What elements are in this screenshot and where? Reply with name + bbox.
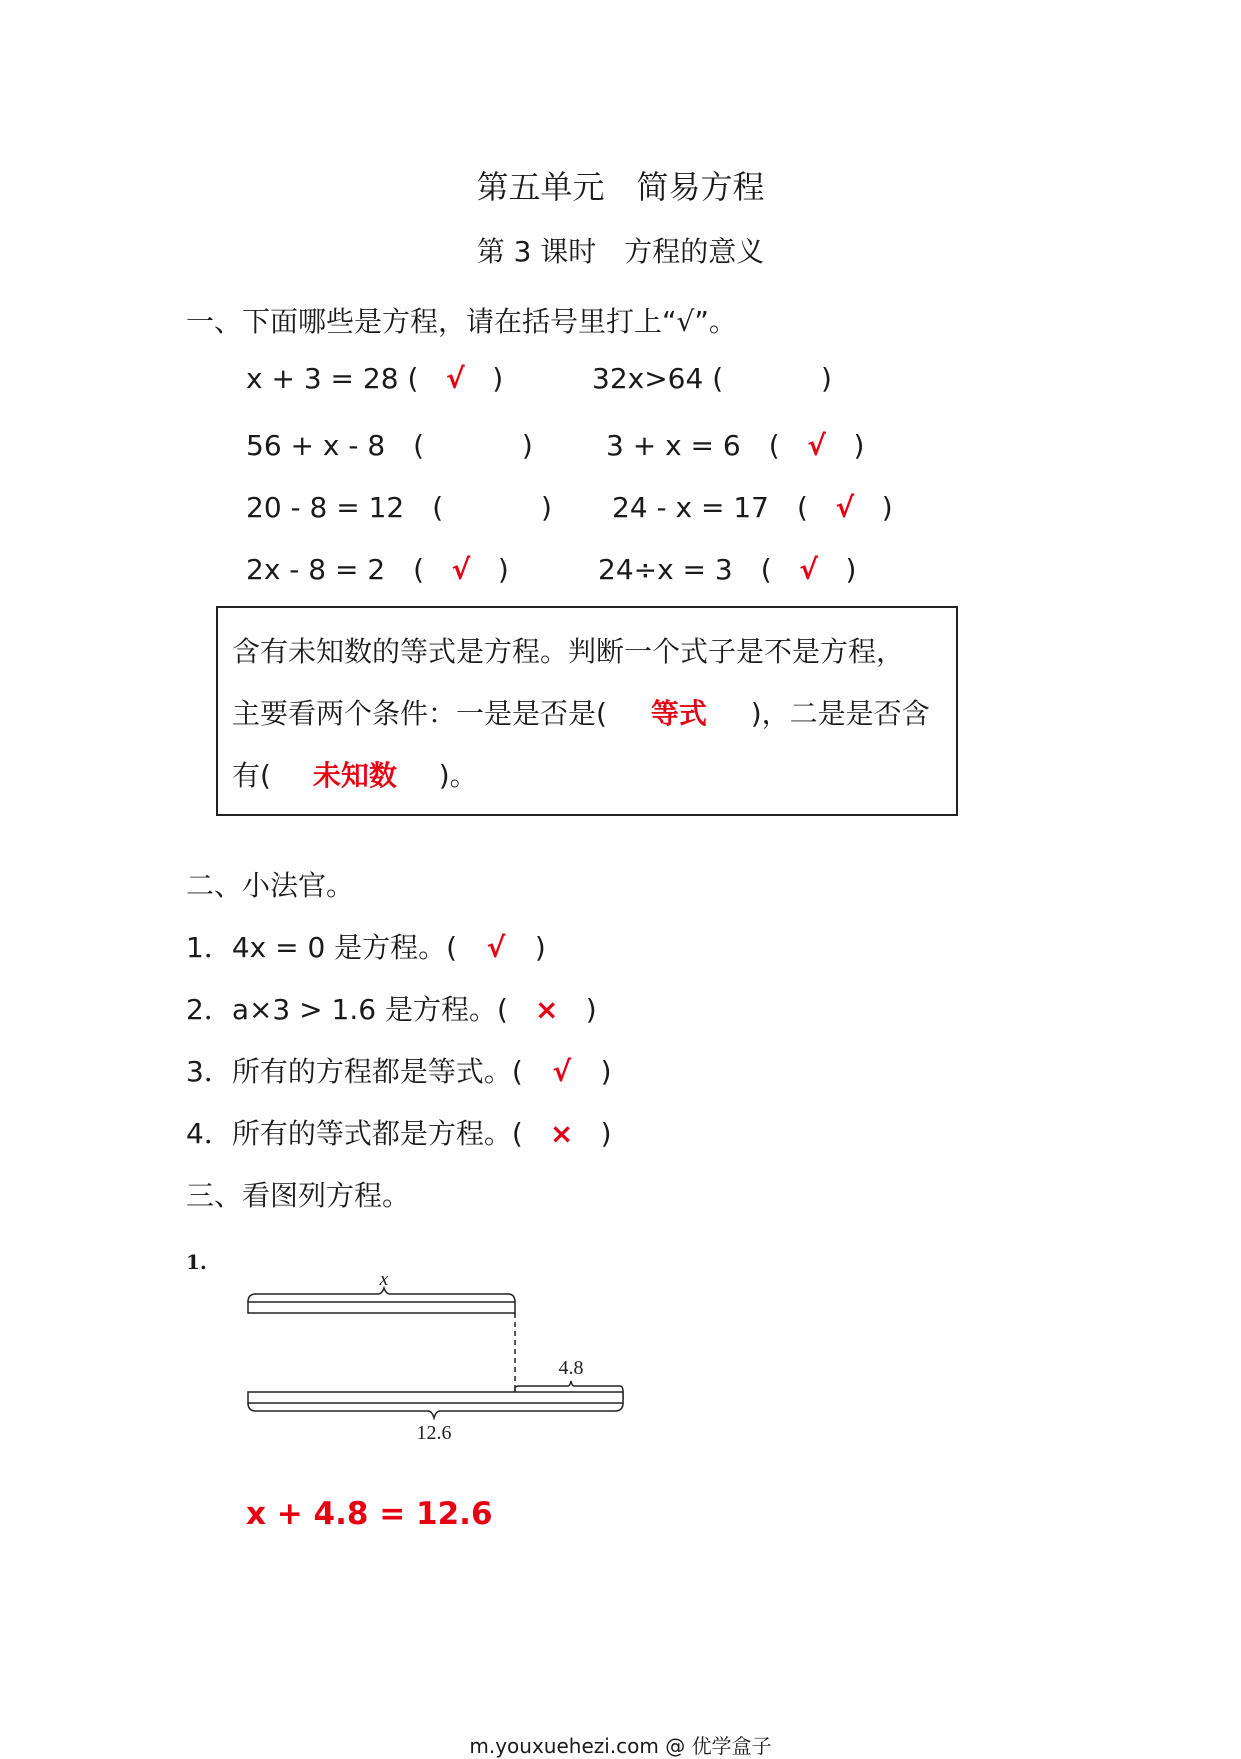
expression: 20 - 8 = 12 ( xyxy=(246,491,444,524)
note-text: )，二是是否含 xyxy=(750,697,930,730)
bracket-close: ) xyxy=(600,1117,612,1150)
note-line-1: 含有未知数的等式是方程。判断一个式子是不是方程， xyxy=(232,635,905,668)
section2-heading: 二、小法官。 xyxy=(186,869,355,902)
bracket-close: ) xyxy=(585,993,597,1026)
bracket-close: ) xyxy=(853,429,865,462)
label-x: x xyxy=(379,1276,389,1290)
equation-item xyxy=(612,486,893,526)
section3-heading: 三、看图列方程。 xyxy=(186,1179,411,1212)
judge-text: 1．4x = 0 是方程。( xyxy=(186,931,458,964)
answer-mark: × xyxy=(549,1117,574,1150)
answer-mark: √ xyxy=(552,1055,571,1088)
footer: m.youxuehezi.com @ 优学盒子 xyxy=(469,1734,772,1758)
bracket-close: ) xyxy=(497,553,509,586)
judge-text: 4．所有的等式都是方程。( xyxy=(186,1117,523,1150)
judge-item xyxy=(186,1050,612,1090)
bracket-close: ) xyxy=(540,491,552,524)
bracket-close: ) xyxy=(820,362,832,395)
bracket-close: ) xyxy=(600,1055,612,1088)
answer-equation: x + 4.8 = 12.6 xyxy=(246,1496,493,1532)
expression: 56 + x - 8 ( xyxy=(246,429,425,462)
note-line-3 xyxy=(232,754,478,794)
label-4-8: 4.8 xyxy=(558,1357,584,1379)
expression: 32x>64 ( xyxy=(592,362,724,395)
page-subtitle: 第 3 课时 方程的意义 xyxy=(476,235,765,268)
problem-number: 1. xyxy=(186,1250,207,1274)
page-title: 第五单元 简易方程 xyxy=(476,168,765,206)
bracket-close: ) xyxy=(492,362,504,395)
bar-total xyxy=(248,1392,623,1403)
bracket-close: ) xyxy=(845,553,857,586)
bar-diagram xyxy=(240,1276,640,1456)
judge-text: 2．a×3 > 1.6 是方程。( xyxy=(186,993,508,1026)
answer-mark: √ xyxy=(445,362,465,395)
equation-item xyxy=(246,548,509,588)
bracket-close: ) xyxy=(521,429,533,462)
answer-mark: × xyxy=(535,993,559,1026)
expression: 24 - x = 17 ( xyxy=(612,491,808,524)
answer-mark: √ xyxy=(835,491,855,524)
expression: 2x - 8 = 2 ( xyxy=(246,553,425,586)
judge-item xyxy=(186,926,546,966)
answer-mark: √ xyxy=(799,553,818,586)
note-line-2 xyxy=(232,692,930,732)
equation-item xyxy=(246,486,552,526)
answer-mark: √ xyxy=(807,429,826,462)
note-answer-unknown: 未知数 xyxy=(312,759,397,792)
equation-item xyxy=(246,362,503,395)
note-text: 主要看两个条件：一是是否是( xyxy=(232,697,607,730)
equation-item xyxy=(598,548,856,588)
brace-bottom xyxy=(248,1403,623,1418)
note-answer-equation: 等式 xyxy=(650,697,707,730)
note-text: 有( xyxy=(232,759,271,792)
judge-text: 3．所有的方程都是等式。( xyxy=(186,1055,523,1088)
equation-item xyxy=(606,424,864,464)
expression: x + 3 = 28 ( xyxy=(246,362,419,395)
expression: 3 + x = 6 ( xyxy=(606,429,780,462)
section1-heading: 一、下面哪些是方程，请在括号里打上“√”。 xyxy=(186,305,737,338)
equation-item xyxy=(246,424,533,464)
expression: 24÷x = 3 ( xyxy=(598,553,772,586)
bracket-close: ) xyxy=(534,931,546,964)
brace-top xyxy=(248,1288,515,1302)
judge-item xyxy=(186,1112,612,1152)
answer-mark: √ xyxy=(451,553,471,586)
answer-mark: √ xyxy=(486,931,506,964)
equation-item xyxy=(592,362,832,395)
label-12-6: 12.6 xyxy=(416,1422,452,1444)
bar-x xyxy=(248,1302,515,1313)
note-text: )。 xyxy=(438,759,478,792)
bracket-close: ) xyxy=(881,491,893,524)
judge-item xyxy=(186,988,597,1028)
